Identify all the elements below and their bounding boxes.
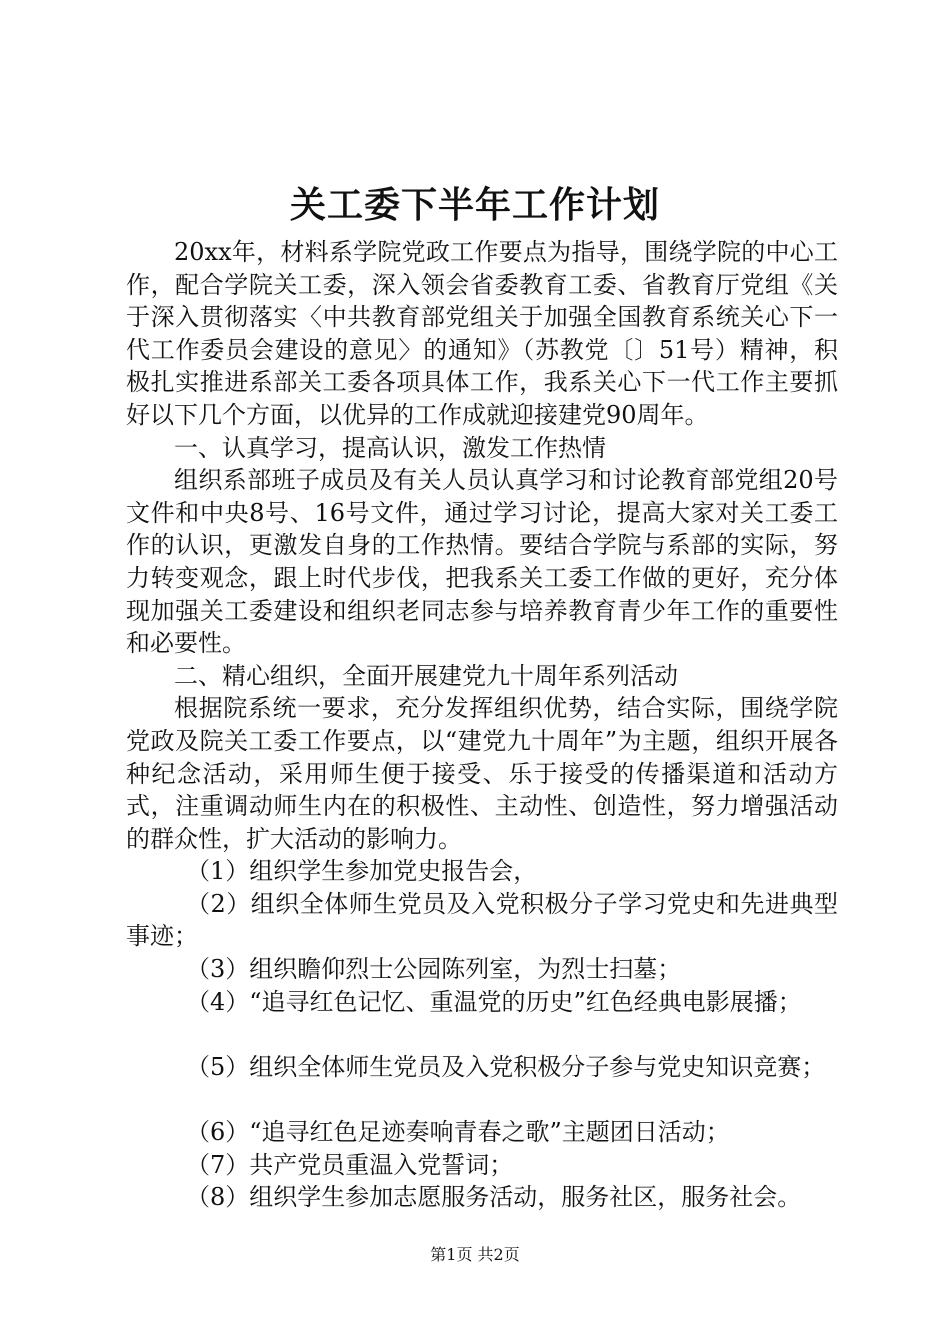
list-item: （6）“追寻红色足迹奏响青春之歌”主题团日活动； — [186, 1118, 730, 1147]
page-number-footer: 第1页 共2页 — [430, 1245, 520, 1264]
section-heading-2: 二、精心组织，全面开展建党九十周年系列活动 — [174, 661, 678, 690]
list-item: （4）“追寻红色记忆、重温党的历史”红色经典电影展播； — [186, 987, 802, 1016]
list-item: （8）组织学生参加志愿服务活动，服务社区，服务社会。 — [186, 1183, 802, 1212]
list-item: （2）组织全体师生党员及入党积极分子学习党史和先进典型事迹； — [126, 889, 838, 951]
document-body — [126, 236, 838, 1214]
section-body-1: 组织系部班子成员及有关人员认真学习和讨论教育部党组20号文件和中央8号、16号文件，通过学习讨论，提高大家对关工委工作的认识，更激发自身的工作热情。要结合学院与系部的实际，努力转变观念，跟上时代步伐，把我系关工委工作做的更好，充分体现加强关工委建设和组织老同志参与培养教育青少年工作的重要性和必要性。 — [126, 466, 838, 658]
list-item: （7）共产党员重温入党誓词； — [186, 1150, 514, 1179]
section-heading-1: 一、认真学习，提高认识，激发工作热情 — [174, 433, 606, 462]
document-title: 关工委下半年工作计划 — [289, 184, 660, 226]
list-item: （1）组织学生参加党史报告会， — [186, 857, 538, 886]
list-item: （5）组织全体师生党员及入党积极分子参与党史知识竞赛； — [186, 1052, 826, 1081]
list-item: （3）组织瞻仰烈士公园陈列室，为烈士扫墓； — [186, 955, 682, 984]
section-body-2: 根据院系统一要求，充分发挥组织优势，结合实际，围绕学院党政及院关工委工作要点，以“建党九十周年”为主题，组织开展各种纪念活动，采用师生便于接受、乐于接受的传播渠道和活动方式，注重调动师生内在的积极性、主动性、创造性，努力增强活动的群众性，扩大活动的影响力。 — [126, 694, 838, 853]
intro-paragraph: 20xx年，材料系学院党政工作要点为指导，围绕学院的中心工作，配合学院关工委，深入领会省委教育工委、省教育厅党组《关于深入贯彻落实〈中共教育部党组关于加强全国教育系统关心下一代工作委员会建设的意见〉的通知》（苏教党〔〕51号）精神，积极扎实推进系部关工委各项具体工作，我系关心下一代工作主要抓好以下几个方面，以优异的工作成就迎接建党90周年。 — [126, 238, 838, 429]
